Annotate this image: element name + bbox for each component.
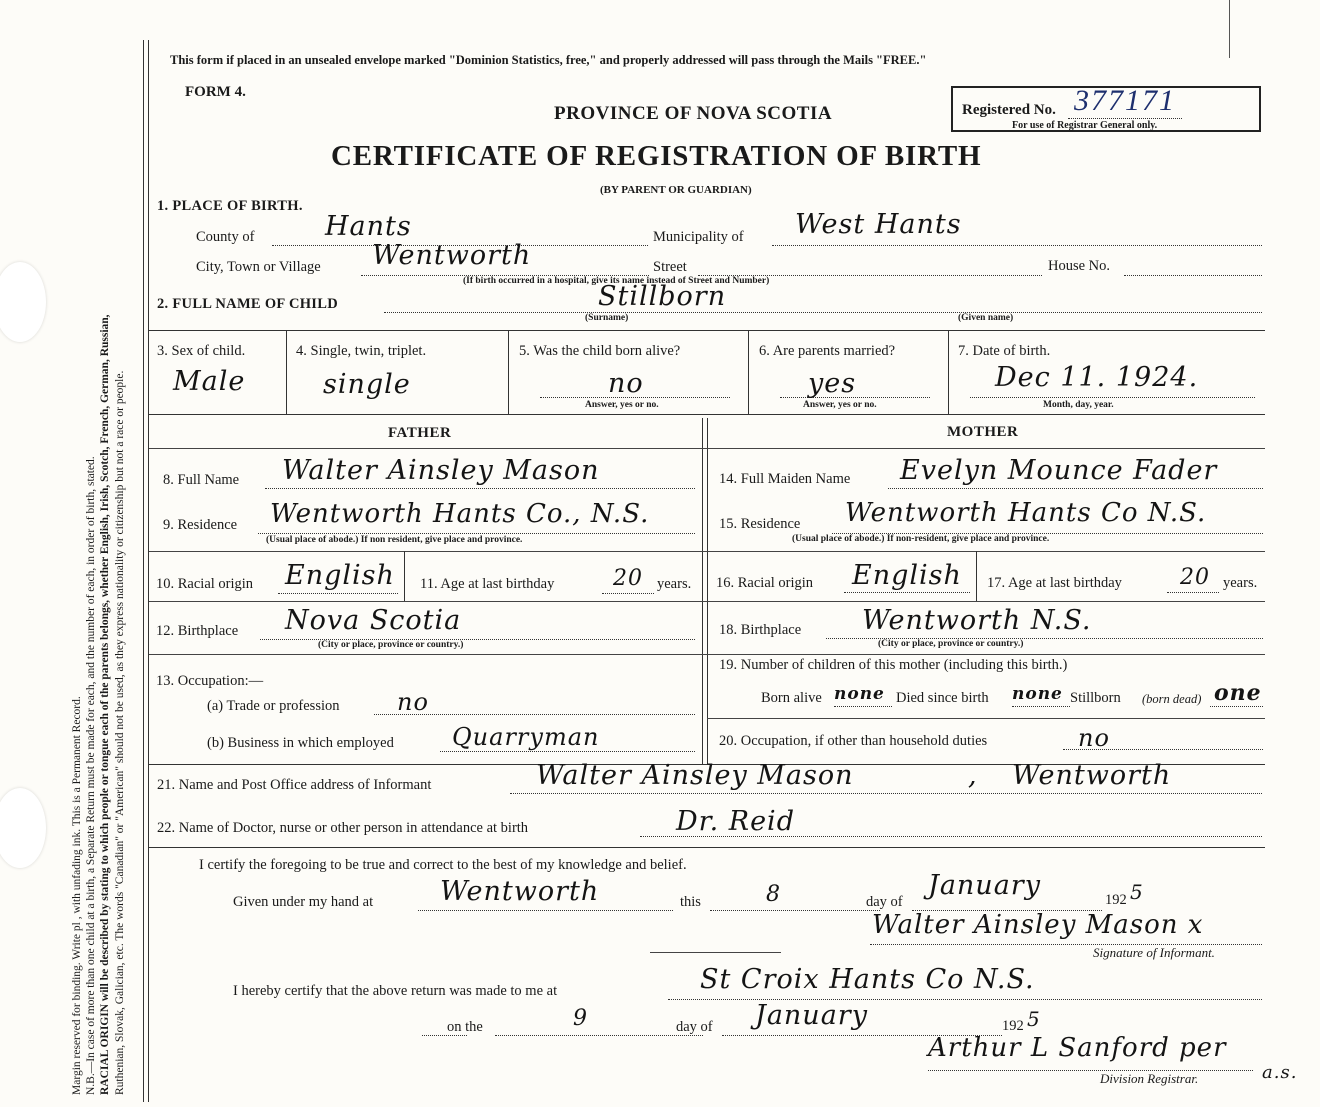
municipality-line bbox=[772, 245, 1262, 246]
father-residence-note: (Usual place of abode.) If non resident, give place and province. bbox=[266, 535, 523, 545]
mother-name-label: 14. Full Maiden Name bbox=[719, 471, 851, 487]
born-alive-label: 5. Was the child born alive? bbox=[519, 343, 681, 359]
born-alive-note: Answer, yes or no. bbox=[585, 400, 659, 410]
child-name-line bbox=[384, 312, 1262, 313]
registrar-signature: Arthur L Sanford per bbox=[928, 1033, 1227, 1063]
city-label: City, Town or Village bbox=[196, 259, 321, 275]
certificate-title: CERTIFICATE OF REGISTRATION OF BIRTH bbox=[331, 140, 982, 172]
mother-residence-label: 15. Residence bbox=[719, 516, 801, 532]
died-since-birth-label: Died since birth bbox=[896, 690, 989, 706]
father-name-value: Walter Ainsley Mason bbox=[282, 455, 600, 486]
municipality-label: Municipality of bbox=[653, 229, 744, 245]
house-number-line bbox=[1124, 275, 1262, 276]
registrar-general-note: For use of Registrar General only. bbox=[1012, 120, 1158, 131]
registrar-year-prefix: 192 bbox=[1002, 1018, 1024, 1034]
given-year-suffix: 5 bbox=[1130, 880, 1144, 904]
father-racial-label: 10. Racial origin bbox=[156, 576, 254, 592]
child-surname-value: Stillborn bbox=[598, 281, 727, 312]
business-label: (b) Business in which employed bbox=[207, 735, 394, 751]
hospital-note: (If birth occurred in a hospital, give its name instead of Street and Number) bbox=[463, 276, 770, 286]
child-name-label: 2. FULL NAME OF CHILD bbox=[157, 296, 338, 312]
father-occupation-label: 13. Occupation:— bbox=[156, 673, 264, 689]
father-residence-value: Wentworth Hants Co., N.S. bbox=[270, 499, 650, 529]
mother-occupation-label: 20. Occupation, if other than household duties bbox=[719, 733, 988, 749]
col-divider-4 bbox=[948, 330, 949, 414]
margin-line-3: RACIAL ORIGIN will be described by stating to which people or tongue each of the parents belongs, whether English, Irish, Scotch, French, German, Russian, bbox=[99, 314, 112, 1095]
col-divider-2 bbox=[508, 330, 509, 414]
informant-separator: , bbox=[968, 760, 978, 791]
parents-divider-a bbox=[702, 418, 703, 764]
mother-birthplace-label: 18. Birthplace bbox=[719, 622, 802, 638]
born-alive-value: no bbox=[608, 368, 644, 399]
doctor-value: Dr. Reid bbox=[676, 806, 795, 837]
mother-residence-note: (Usual place of abode.) If non-resident, give place and province. bbox=[792, 534, 1050, 544]
trade-label: (a) Trade or profession bbox=[207, 698, 340, 714]
registrar-signature-label: Division Registrar. bbox=[1100, 1071, 1199, 1086]
margin-line-4: Ruthenian, Slovak, Galician, etc. The words "Canadian" or "American" should not be used, as they express nationality or citizenship but not a race or people. bbox=[113, 370, 126, 1095]
registrar-day-line bbox=[495, 1035, 703, 1036]
registered-number-label: Registered No. bbox=[962, 102, 1056, 118]
province-heading: PROVINCE OF NOVA SCOTIA bbox=[554, 103, 833, 124]
rule-above-child-details bbox=[149, 330, 1265, 331]
rule-below-parent-headings bbox=[149, 448, 1265, 449]
doctor-label: 22. Name of Doctor, nurse or other person in attendance at birth bbox=[157, 820, 529, 836]
informant-signature-label: Signature of Informant. bbox=[1093, 945, 1215, 960]
father-name-label: 8. Full Name bbox=[163, 472, 240, 488]
plurality-value: single bbox=[323, 369, 411, 400]
mother-racial-age-divider bbox=[976, 551, 977, 601]
father-birthplace-note: (City or place, province or country.) bbox=[318, 640, 464, 650]
sex-label: 3. Sex of child. bbox=[157, 343, 246, 359]
certificate-subtitle: (BY PARENT OR GUARDIAN) bbox=[600, 184, 752, 196]
mother-age-line bbox=[1167, 592, 1219, 593]
business-line bbox=[440, 751, 695, 752]
father-birthplace-label: 12. Birthplace bbox=[156, 623, 239, 639]
father-age-line bbox=[602, 593, 654, 594]
mother-name-value: Evelyn Mounce Fader bbox=[900, 455, 1218, 486]
mother-age-value: 20 bbox=[1180, 565, 1210, 590]
registrar-year-suffix: 5 bbox=[1027, 1007, 1041, 1031]
rule-below-child-details bbox=[149, 414, 1265, 415]
informant-address-value: Wentworth bbox=[1012, 760, 1172, 791]
date-of-birth-label: 7. Date of birth. bbox=[958, 343, 1051, 359]
informant-line bbox=[510, 793, 1262, 794]
children-count-label: 19. Number of children of this mother (including this birth.) bbox=[719, 657, 1068, 673]
rule-below-racial bbox=[149, 601, 1265, 602]
informant-label: 21. Name and Post Office address of Informant bbox=[157, 777, 432, 793]
given-under-hand-label: Given under my hand at bbox=[233, 894, 374, 910]
date-of-birth-line bbox=[970, 397, 1255, 398]
mother-birthplace-note: (City or place, province or country.) bbox=[878, 639, 1024, 649]
trade-value: no bbox=[397, 688, 429, 716]
mother-racial-label: 16. Racial origin bbox=[716, 575, 814, 591]
rule-below-residence bbox=[149, 551, 1265, 552]
parents-married-value: yes bbox=[808, 368, 857, 399]
punch-hole-top bbox=[0, 262, 46, 342]
mother-name-line bbox=[888, 488, 1263, 489]
certification-statement: I certify the foregoing to be true and correct to the best of my knowledge and belief. bbox=[199, 857, 687, 873]
short-separator-rule bbox=[650, 952, 781, 953]
father-racial-value: English bbox=[285, 560, 395, 591]
born-alive-count-value: none bbox=[834, 684, 885, 704]
given-day-of-label: day of bbox=[866, 894, 903, 910]
given-place-value: Wentworth bbox=[440, 876, 600, 907]
postal-notice: This form if placed in an unsealed envelope marked "Dominion Statistics, free," and properly addressed will pass through the Mails "FREE." bbox=[170, 53, 927, 67]
father-racial-line bbox=[278, 593, 398, 594]
this-label: this bbox=[680, 894, 701, 910]
given-day-value: 8 bbox=[766, 882, 781, 907]
rule-above-certification bbox=[149, 847, 1265, 848]
mother-heading: MOTHER bbox=[947, 424, 1019, 440]
registrar-month-value: January bbox=[755, 1000, 868, 1031]
plurality-label: 4. Single, twin, triplet. bbox=[296, 343, 427, 359]
mother-residence-value: Wentworth Hants Co N.S. bbox=[845, 498, 1207, 528]
stillborn-count-note: (born dead) bbox=[1142, 692, 1202, 706]
mother-racial-line bbox=[844, 592, 970, 593]
died-since-birth-value: none bbox=[1012, 684, 1063, 704]
registrar-statement: I hereby certify that the above return was made to me at bbox=[233, 983, 558, 999]
born-alive-count-line bbox=[834, 706, 892, 707]
surname-note: (Surname) bbox=[585, 313, 629, 323]
mother-racial-value: English bbox=[852, 560, 962, 591]
informant-signature: Walter Ainsley Mason x bbox=[872, 910, 1204, 940]
given-month-value: January bbox=[928, 870, 1041, 901]
mother-occupation-value: no bbox=[1078, 724, 1110, 752]
date-of-birth-note: Month, day, year. bbox=[1043, 400, 1114, 410]
father-residence-line bbox=[258, 533, 695, 534]
registrar-place-value: St Croix Hants Co N.S. bbox=[700, 964, 1035, 995]
given-day-line bbox=[710, 910, 880, 911]
registered-number-value: 377171 bbox=[1068, 84, 1182, 119]
father-name-line bbox=[265, 488, 695, 489]
father-age-label: 11. Age at last birthday bbox=[420, 576, 555, 592]
punch-hole-bottom bbox=[0, 788, 46, 868]
col-divider-1 bbox=[286, 330, 287, 414]
mother-birthplace-value: Wentworth N.S. bbox=[862, 605, 1092, 636]
born-alive-count-label: Born alive bbox=[761, 690, 822, 706]
registrar-signature-line bbox=[928, 1070, 1253, 1071]
rule-below-children-count bbox=[707, 718, 1265, 719]
stillborn-count-label: Stillborn bbox=[1070, 690, 1121, 706]
on-the-label: on the bbox=[447, 1019, 483, 1035]
county-value: Hants bbox=[325, 211, 412, 242]
parents-married-note: Answer, yes or no. bbox=[803, 400, 877, 410]
registrar-day-of-label: day of bbox=[676, 1019, 713, 1035]
given-place-line bbox=[418, 910, 673, 911]
house-number-label: House No. bbox=[1048, 258, 1111, 274]
informant-name-value: Walter Ainsley Mason bbox=[536, 760, 854, 791]
given-name-note: (Given name) bbox=[958, 313, 1014, 323]
registrar-day-value: 9 bbox=[573, 1006, 588, 1031]
margin-border-inner bbox=[148, 40, 149, 1102]
sex-value: Male bbox=[173, 366, 246, 397]
mother-years-label: years. bbox=[1223, 575, 1258, 591]
margin-border-outer bbox=[143, 40, 144, 1102]
parents-married-label: 6. Are parents married? bbox=[759, 343, 896, 359]
father-residence-label: 9. Residence bbox=[163, 517, 238, 533]
father-heading: FATHER bbox=[388, 425, 452, 441]
died-since-birth-line bbox=[1012, 706, 1070, 707]
father-racial-age-divider bbox=[404, 551, 405, 601]
stillborn-count-value: one bbox=[1214, 680, 1262, 706]
margin-line-1: Margin reserved for binding. Write pl , with unfading ink. This is a Permanent Record. bbox=[71, 696, 83, 1095]
date-of-birth-value: Dec 11. 1924. bbox=[995, 362, 1199, 393]
city-value: Wentworth bbox=[372, 240, 532, 271]
place-of-birth-label: 1. PLACE OF BIRTH. bbox=[157, 198, 303, 214]
mother-age-label: 17. Age at last birthday bbox=[987, 575, 1122, 591]
margin-line-2: N.B.—In case of more than one child at a birth, a Separate Return must be made for each, and the number of each, in order of birth, stated. bbox=[85, 456, 98, 1095]
father-birthplace-value: Nova Scotia bbox=[285, 605, 462, 636]
county-label: County of bbox=[196, 229, 255, 245]
municipality-value: West Hants bbox=[795, 209, 962, 240]
col-divider-3 bbox=[748, 330, 749, 414]
stillborn-count-line bbox=[1210, 706, 1263, 707]
given-year-prefix: 192 bbox=[1105, 892, 1127, 908]
street-label: Street bbox=[653, 259, 687, 275]
form-number: FORM 4. bbox=[185, 84, 246, 100]
father-years-label: years. bbox=[657, 576, 692, 592]
rule-below-birthplace bbox=[149, 654, 1265, 655]
pencil-mark bbox=[1229, 0, 1230, 58]
registrar-initials: a.s. bbox=[1262, 1062, 1298, 1083]
father-age-value: 20 bbox=[613, 566, 643, 591]
margin-instructions bbox=[70, 45, 127, 1095]
parents-divider-b bbox=[707, 418, 708, 764]
business-value: Quarryman bbox=[452, 723, 600, 751]
